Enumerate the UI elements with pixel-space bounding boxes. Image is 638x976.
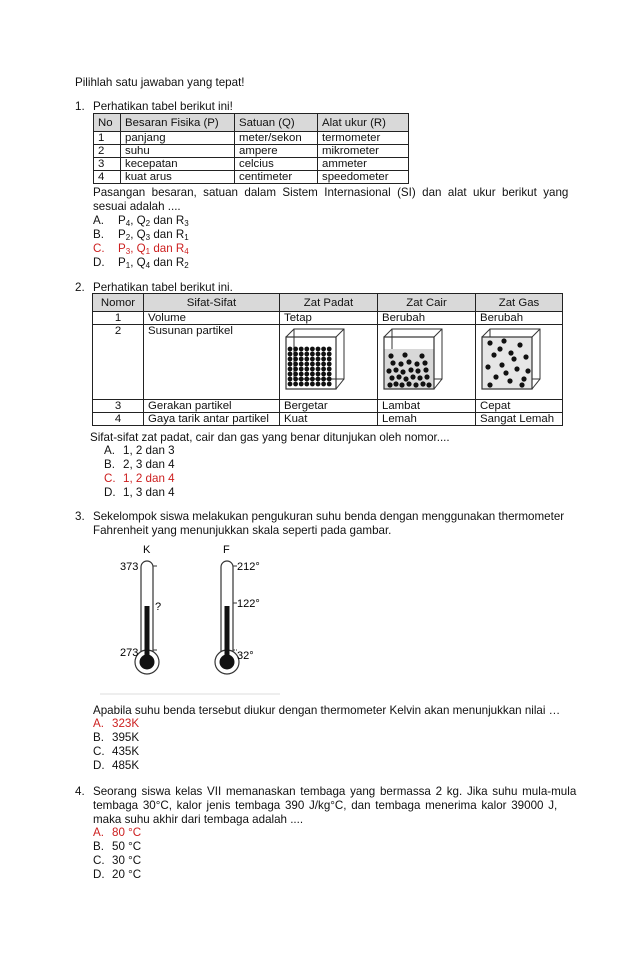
q2-prompt: Perhatikan tabel berikut ini. [93,281,233,294]
table-row [94,158,409,171]
answer-option[interactable] [93,840,141,853]
q1-prompt: Perhatikan tabel berikut ini! [93,100,233,113]
option-text: 80 °C [112,826,142,839]
table-cell: kuat arus [121,171,235,184]
table-row [94,145,409,158]
table-cell: Sangat Lemah [476,413,563,426]
option-letter: C. [93,745,105,758]
table-cell: 3 [93,400,144,413]
answer-option[interactable] [93,717,139,730]
table-cell: ammeter [318,158,409,171]
option-text: 395K [112,731,140,744]
option-text: 20 °C [112,868,142,881]
option-text: 1, 3 dan 4 [123,486,175,499]
fahrenheit-unit-label: F [223,544,230,556]
option-letter: D. [93,759,105,772]
fahrenheit-top-value: 212° [237,561,260,573]
answer-option[interactable] [93,826,141,839]
table-cell: 3 [94,158,121,171]
kelvin-unknown-value: ? [155,601,162,613]
option-letter: A. [104,444,115,457]
option-letter: B. [93,228,104,241]
table-cell: termometer [318,132,409,145]
option-text: $P_2$, $Q_3$ dan $R_1$ [118,228,189,242]
liquid-particles-cell [378,325,476,400]
answer-option[interactable] [104,458,175,471]
option-letter: A. [93,717,104,730]
table-cell: speedometer [318,171,409,184]
fahrenheit-mid-value: 122° [237,598,260,610]
table-cell: Kuat [280,413,378,426]
table-row [93,325,563,400]
option-text: 485K [112,759,140,772]
kelvin-unit-label: K [143,544,151,556]
option-letter: B. [93,840,104,853]
q1-header-besaran: Besaran Fisika (P) [121,114,235,132]
table-cell: Gerakan partikel [144,400,280,413]
option-letter: D. [104,486,116,499]
answer-option[interactable] [93,868,141,881]
q2-number: 2. [75,281,85,294]
q2-table [92,293,563,426]
table-cell: ampere [235,145,318,158]
option-letter: A. [93,826,104,839]
answer-option[interactable] [93,242,189,256]
q4-line3: maka suhu akhir dari tembaga adalah .... [93,813,304,826]
q2-header-cair: Zat Cair [378,294,476,312]
answer-option[interactable] [93,731,139,744]
instruction: Pilihlah satu jawaban yang tepat! [75,76,245,89]
answer-option[interactable] [93,759,139,772]
solid-particles-cell [280,325,378,400]
answer-option[interactable] [93,745,139,758]
option-letter: C. [104,472,116,485]
option-text: $P_1$, $Q_4$ dan $R_2$ [118,256,189,270]
table-cell: panjang [121,132,235,145]
table-cell: 4 [94,171,121,184]
option-letter: C. [93,242,105,255]
fahrenheit-bottom-value: 32° [237,650,254,662]
table-row [94,171,409,184]
table-cell: 2 [94,145,121,158]
table-cell: 2 [93,325,144,400]
table-cell: centimeter [235,171,318,184]
q2-header-gas: Zat Gas [476,294,563,312]
fahrenheit-thermometer [215,561,239,674]
q1-number: 1. [75,100,85,113]
table-cell: suhu [121,145,235,158]
q1-header-satuan: Satuan (Q) [235,114,318,132]
table-row [93,413,563,426]
q3-line1: Sekelompok siswa melakukan pengukuran suhu benda dengan menggunakan thermometer [93,510,565,523]
table-cell: celcius [235,158,318,171]
q2-header-nomor: Nomor [93,294,144,312]
option-text: 2, 3 dan 4 [123,458,175,471]
table-cell: Lemah [378,413,476,426]
table-cell: Berubah [378,312,476,325]
table-cell: Volume [144,312,280,325]
table-row [93,312,563,325]
answer-option[interactable] [104,472,175,485]
table-row [94,132,409,145]
option-text: 30 °C [112,854,142,867]
answer-option[interactable] [93,854,141,867]
option-letter: D. [93,868,105,881]
table-cell: Tetap [280,312,378,325]
q1-question-line2: sesuai adalah .... [93,200,181,213]
kelvin-top-value: 373 [120,561,139,573]
option-text: 435K [112,745,140,758]
table-cell: kecepatan [121,158,235,171]
q2-header-sifat: Sifat-Sifat [144,294,280,312]
option-text: $P_4$, $Q_2$ dan $R_3$ [118,214,189,228]
q2-header-padat: Zat Padat [280,294,378,312]
gas-particles-illustration [480,327,544,391]
option-letter: D. [93,256,105,269]
option-text: 50 °C [112,840,142,853]
answer-option[interactable] [93,214,189,228]
q2-question: Sifat-sifat zat padat, cair dan gas yang benar ditunjukan oleh nomor.... [90,431,450,444]
solid-particles-illustration [284,327,348,391]
table-row [93,400,563,413]
q3-question: Apabila suhu benda tersebut diukur dengan thermometer Kelvin akan menunjukkan nilai … [93,704,561,717]
q2-table-header-row [93,294,563,312]
table-cell: Cepat [476,400,563,413]
q4-number: 4. [75,785,85,798]
table-cell: Lambat [378,400,476,413]
table-cell: Berubah [476,312,563,325]
gas-particles-cell [476,325,563,400]
q3-number: 3. [75,510,85,523]
option-text: 1, 2 dan 3 [123,444,175,457]
option-text: 1, 2 dan 4 [123,472,175,485]
table-cell: 4 [93,413,144,426]
q3-line2: Fahrenheit yang menunjukkan skala seperti pada gambar. [93,524,392,537]
option-letter: B. [104,458,115,471]
table-cell: mikrometer [318,145,409,158]
answer-option[interactable] [104,486,175,499]
table-cell: meter/sekon [235,132,318,145]
table-cell: 1 [93,312,144,325]
option-letter: C. [93,854,105,867]
liquid-particles-illustration [382,327,446,391]
q1-table [93,113,409,184]
q1-table-header-row [94,114,409,132]
table-cell: Bergetar [280,400,378,413]
option-text: 323K [112,717,140,730]
option-text: $P_3$, $Q_1$ dan $R_4$ [118,242,189,256]
q1-header-no: No [94,114,121,132]
q1-question-line1: Pasangan besaran, satuan dalam Sistem Internasional (SI) dan alat ukur berikut yang [93,186,569,199]
table-cell: Gaya tarik antar partikel [144,413,280,426]
q4-line2: tembaga 30°C, kalor jenis tembaga 390 J/kg°C, dan tembaga menerima kalor 39000 J, [93,799,558,812]
thermometer-figure [95,538,285,698]
kelvin-bottom-value: 273 [120,647,139,659]
answer-option[interactable] [93,256,189,270]
option-letter: A. [93,214,104,227]
kelvin-thermometer [135,561,162,674]
q1-header-alat: Alat ukur (R) [318,114,409,132]
table-cell: 1 [94,132,121,145]
answer-option[interactable] [93,228,189,242]
q4-line1: Seorang siswa kelas VII memanaskan tembaga yang bermassa 2 kg. Jika suhu mula-mula [93,785,577,798]
table-cell: Susunan partikel [144,325,280,400]
option-letter: B. [93,731,104,744]
answer-option[interactable] [104,444,175,457]
